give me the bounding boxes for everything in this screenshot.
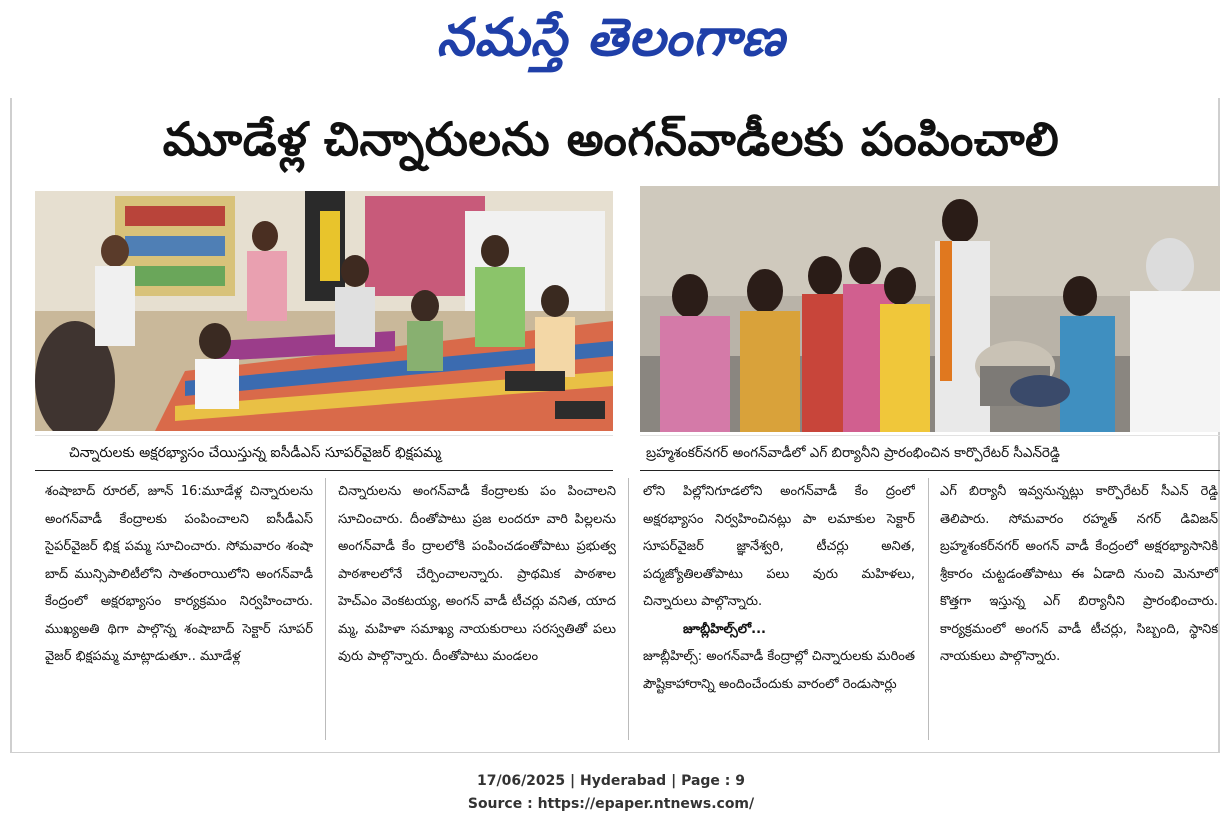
column-divider <box>325 478 326 740</box>
column-divider <box>928 478 929 740</box>
article-headline: మూడేళ్ల చిన్నారులను అంగన్‌వాడీలకు పంపించాలి <box>162 112 1060 166</box>
frame-bottom-border <box>10 752 1220 753</box>
article-paragraph: ఎగ్ బిర్యానీ ఇవ్వనున్నట్లు కార్పొరేటర్ సీఎన్ రెడ్డి తెలిపారు. సోమవారం రహ్మత్ నగర్ డివిజన్ బ్రహ్మశంకర్‌నగర్ అంగన్ వాడీ కేంద్రంలో అక్షరభ్యాసానికి శ్రీకారం చుట్టడంతోపాటు ఈ ఏడాది నుంచి మెనూలో కొత్తగా ఇస్తున్న ఎగ్ బిర్యానీని ప్రారంభించారు. కార్యక్రమంలో అంగన్ వాడీ టీచర్లు, సిబ్బంది, స్థానిక నాయకులు పాల్గొన్నారు. <box>940 484 1218 664</box>
frame-left-border <box>10 98 12 753</box>
photo-caption-right: బ్రహ్మశంకర్‌నగర్ అంగన్‌వాడీలో ఎగ్ బిర్యానీని ప్రారంభించిన కార్పొరేటర్ సీఎన్‌రెడ్డి <box>640 435 1220 471</box>
article-column-2 <box>338 478 616 743</box>
article-paragraph: శంషాబాద్ రూరల్, జూన్ 16:మూడేళ్ల చిన్నారులను అంగన్‌వాడీ కేంద్రాలకు పంపించాలని ఐసీడీఎస్ సైపర్‌వైజర్ భిక్ష పమ్మ సూచించారు. సోమవారం శంషా బాద్ మున్సిపాలిటీలోని సాతంరాయిలోని అంగన్‌వాడీ కేంద్రంలో అక్షరభ్యాసం కార్యక్రమం నిర్వహించారు. ముఖ్యఅతి థిగా పాల్గొన్న శంషాబాద్ సెక్టార్ సూపర్ వైజర్ భిక్షపమ్మ మాట్లాడుతూ.. మూడేళ్ల <box>45 484 313 664</box>
photo-children-classroom <box>35 191 613 431</box>
article-column-3 <box>643 478 915 743</box>
article-paragraph: జూబ్లీహిల్స్: అంగన్‌వాడీ కేంద్రాల్లో చిన్నారులకు మరింత పౌష్టికాహారాన్ని అందించేందుకు వారంలో రెండుసార్లు <box>643 649 915 692</box>
photo-egg-biryani-launch <box>640 186 1220 432</box>
article-paragraph: లోని పిల్లోనిగూడలోని అంగన్‌వాడీ కేం ద్రంలో అక్షరభ్యాసం నిర్వహించినట్లు పా లమాకుల సెక్టార్ సూపర్‌వైజర్ జ్ఞానేశ్వరి, టీచర్లు అనిత, పద్మజ్యోతిలతోపాటు పలు వురు మహిళలు, చిన్నారులు పాల్గొన్నారు. <box>643 484 915 609</box>
footer-source: Source : https://epaper.ntnews.com/ <box>467 796 755 812</box>
photo-caption-left: చిన్నారులకు అక్షరభ్యాసం చేయిస్తున్న ఐసీడీఎస్ సూపర్‌వైజర్ భిక్షపమ్మ <box>35 435 613 471</box>
article-paragraph: చిన్నారులను అంగన్‌వాడీ కేంద్రాలకు పం పించాలని సూచించారు. దీంతోపాటు ప్రజ లందరూ వారి పిల్లలను అంగన్‌వాడీ కేం ద్రాలలోకి పంపించడంతోపాటు ప్రభుత్వ పాఠశాలలోనే చేర్పించాలన్నారు. ప్రాథమిక పాఠశాల హెచ్‌ఎం వెంకటయ్య, అంగన్ వాడీ టీచర్లు వనిత, యాద మ్మ, మహిళా సమాఖ్య నాయకురాలు సరస్వతితో పలు వురు పాల్గొన్నారు. దీంతోపాటు మండలం <box>338 484 616 664</box>
masthead-logo: నమస్తే తెలంగాణ <box>436 8 786 68</box>
column-divider <box>628 478 629 740</box>
article-column-4 <box>940 478 1218 743</box>
footer-date-page: 17/06/2025 | Hyderabad | Page : 9 <box>476 773 746 789</box>
section-subheading: జూబ్లీహిల్స్‌లో... <box>683 621 766 637</box>
article-column-1 <box>45 478 313 743</box>
